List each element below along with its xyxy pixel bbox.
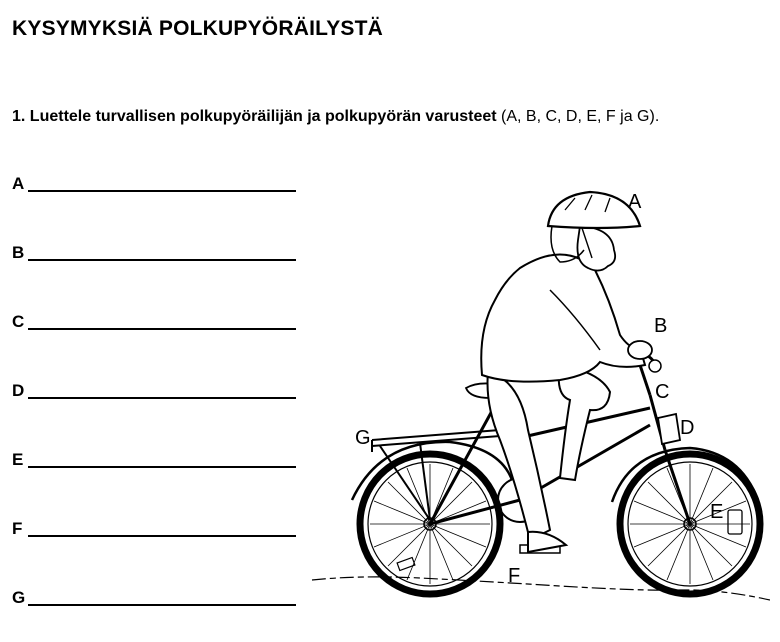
question-1-text: 1. Luettele turvallisen polkupyöräilijän ja polkupyörän varusteet: [12, 108, 497, 125]
answer-row-d: [12, 377, 302, 399]
answer-letter: C: [12, 312, 25, 331]
front-lamp: [658, 414, 680, 444]
question-1: [12, 108, 659, 126]
label-f: F: [508, 565, 521, 587]
front-reflector: [728, 510, 742, 534]
answer-line-b[interactable]: [28, 241, 296, 261]
label-e: E: [710, 501, 724, 523]
answer-line-c[interactable]: [28, 310, 296, 330]
answer-line-a[interactable]: [28, 172, 296, 192]
answer-line-f[interactable]: [28, 517, 296, 537]
answer-letter: F: [12, 519, 23, 538]
label-c: C: [655, 381, 670, 403]
rider-hand: [628, 341, 652, 359]
answer-letter: D: [12, 381, 25, 400]
label-b: B: [654, 315, 668, 337]
bell: [649, 360, 661, 372]
cyclist-illustration: [300, 175, 770, 620]
answer-row-f: [12, 515, 302, 537]
page-title: KYSYMYKSIÄ POLKUPYÖRÄILYSTÄ: [12, 17, 384, 40]
rider-jacket: [481, 254, 645, 381]
answer-row-e: [12, 446, 302, 468]
answer-line-d[interactable]: [28, 379, 296, 399]
label-d: D: [680, 417, 695, 439]
answer-row-a: [12, 170, 302, 192]
answer-line-e[interactable]: [28, 448, 296, 468]
question-1-letters: (A, B, C, D, E, F ja G).: [496, 108, 660, 125]
helmet: [548, 192, 640, 228]
label-g: G: [355, 427, 371, 449]
answer-letter: G: [12, 588, 26, 607]
label-a: A: [628, 191, 642, 213]
answer-letter: A: [12, 174, 25, 193]
answer-row-g: [12, 584, 302, 606]
answer-line-g[interactable]: [28, 586, 296, 606]
answer-row-b: [12, 239, 302, 261]
answer-letter: B: [12, 243, 25, 262]
wheel-reflector: [397, 558, 415, 571]
answer-row-c: [12, 308, 302, 330]
answer-letter: E: [12, 450, 24, 469]
bike-frame: [430, 395, 690, 524]
